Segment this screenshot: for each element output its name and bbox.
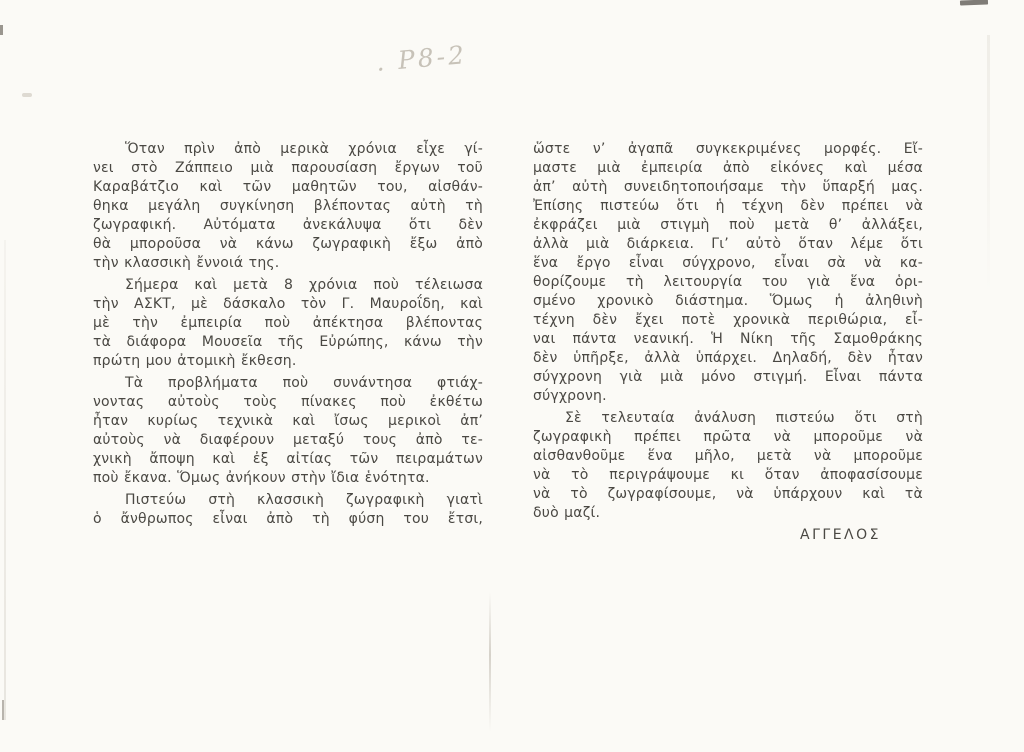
paragraph: Σὲ τελευταία ἀνάλυση πιστεύω ὅτι στὴ ζωγραφικὴ πρέπει πρῶτα νὰ μποροῦμε νὰ αἰσθανθοῦμε ἕνα μῆλο, μετὰ νὰ μποροῦμε νὰ τὸ περιγράψουμε κι ὅταν ἀποφασίσουμε νὰ τὸ ζωγραφίσουμε, νὰ ὑπάρχουν καὶ τὰ δυὸ μαζί. [533, 410, 923, 521]
scan-artifact-left-smudge [22, 93, 32, 97]
paragraph: ὥστε ν’ ἀγαπᾶ συγκεκριμένες μορφές. Εἴ- μαστε μιὰ ἐμπειρία ἀπὸ εἰκόνες καὶ μέσα ἀπ’ αὐτὴ συνειδητοποιήσαμε τὴν ὕπαρξή μας. Ἐπίσης πιστεύω ὅτι ἡ τέχνη δὲν πρέπει νὰ ἐκφράζει μιὰ στιγμὴ ποὺ μετὰ θ’ ἀλλάξει, ἀλλὰ μιὰ διάρκεια. Γι’ αὐτὸ ὅταν λέμε ὅτι ἕνα ἔργο εἶναι σύγχρονο, εἶναι σὰ νὰ κα- θορίζουμε τὴ λειτουργία του γιὰ ἕνα ὁρι- σμένο χρονικὸ διάστημα. Ὅμως ἡ ἀληθινὴ τέχνη δὲν ἔχει ποτὲ χρονικὰ περιθώρια, εἶ- ναι πάντα νεανική. Ἡ Νίκη τῆς Σαμοθράκης δὲν ὑπῆρξε, ἀλλὰ ὑπάρχει. Δηλαδή, δὲν ἦταν σύγχρονη γιὰ μιὰ μόνο στιγμή. Εἶναι πάντα σύγχρονη. [533, 141, 923, 404]
scan-artifact-left-edge-tick [0, 25, 3, 35]
left-text-column [93, 140, 483, 532]
right-text-column [533, 140, 923, 545]
scan-artifact-top-right-mark [960, 0, 988, 5]
scan-artifact-bottom-left-tick [2, 700, 4, 720]
scan-artifact-right-page-edge [987, 35, 990, 295]
paragraph: Σήμερα καὶ μετὰ 8 χρόνια ποὺ τέλειωσα τὴν ΑΣΚΤ, μὲ δάσκαλο τὸν Γ. Μαυροΐδη, καὶ μὲ τὴν ἐμπειρία ποὺ ἀπέκτησα βλέποντας τὰ διάφορα Μουσεῖα τῆς Εὐρώπης, κάνω τὴν πρώτη μου ἀτομικὴ ἔκθεση. [93, 277, 483, 369]
author-signature: ΑΓΓΕΛΟΣ [800, 527, 881, 543]
paragraph: Τὰ προβλήματα ποὺ συνάντησα φτιάχ- νοντας αὐτοὺς τοὺς πίνακες ποὺ ἐκθέτω ἦταν κυρίως τεχνικὰ καὶ ἴσως μερικοὶ ἀπ’ αὐτοὺς νὰ διαφέρουν μεταξύ τους ἀπὸ τε- χνικὴ ἄποψη καὶ ἐξ αἰτίας τῶν πειραμάτων ποὺ ἔκανα. Ὅμως ἀνήκουν στὴν ἴδια ἑνότητα. [93, 375, 483, 486]
paragraph: Πιστεύω στὴ κλασσικὴ ζωγραφικὴ γιατὶ ὁ ἄνθρωπος εἶναι ἀπὸ τὴ φύση του ἔτσι, [93, 492, 483, 527]
handwritten-annotation: . Ρ8-2 [374, 40, 469, 77]
scan-artifact-left-page-edge [4, 240, 6, 720]
paragraph: Ὅταν πρὶν ἀπὸ μερικὰ χρόνια εἶχε γί- νει στὸ Ζάππειο μιὰ παρουσίαση ἔργων τοῦ Καραβάτζιο καὶ τῶν μαθητῶν του, αἰσθάν- θηκα μεγάλη συγκίνηση βλέποντας αὐτὴ τὴ ζωγραφική. Αὐτόματα ἀνεκάλυψα ὅτι δὲν θὰ μποροῦσα νὰ κάνω ζωγραφικὴ ἔξω ἀπὸ τὴν κλασσικὴ ἔννοιά της. [93, 141, 483, 271]
scan-artifact-center-fold [489, 592, 491, 732]
